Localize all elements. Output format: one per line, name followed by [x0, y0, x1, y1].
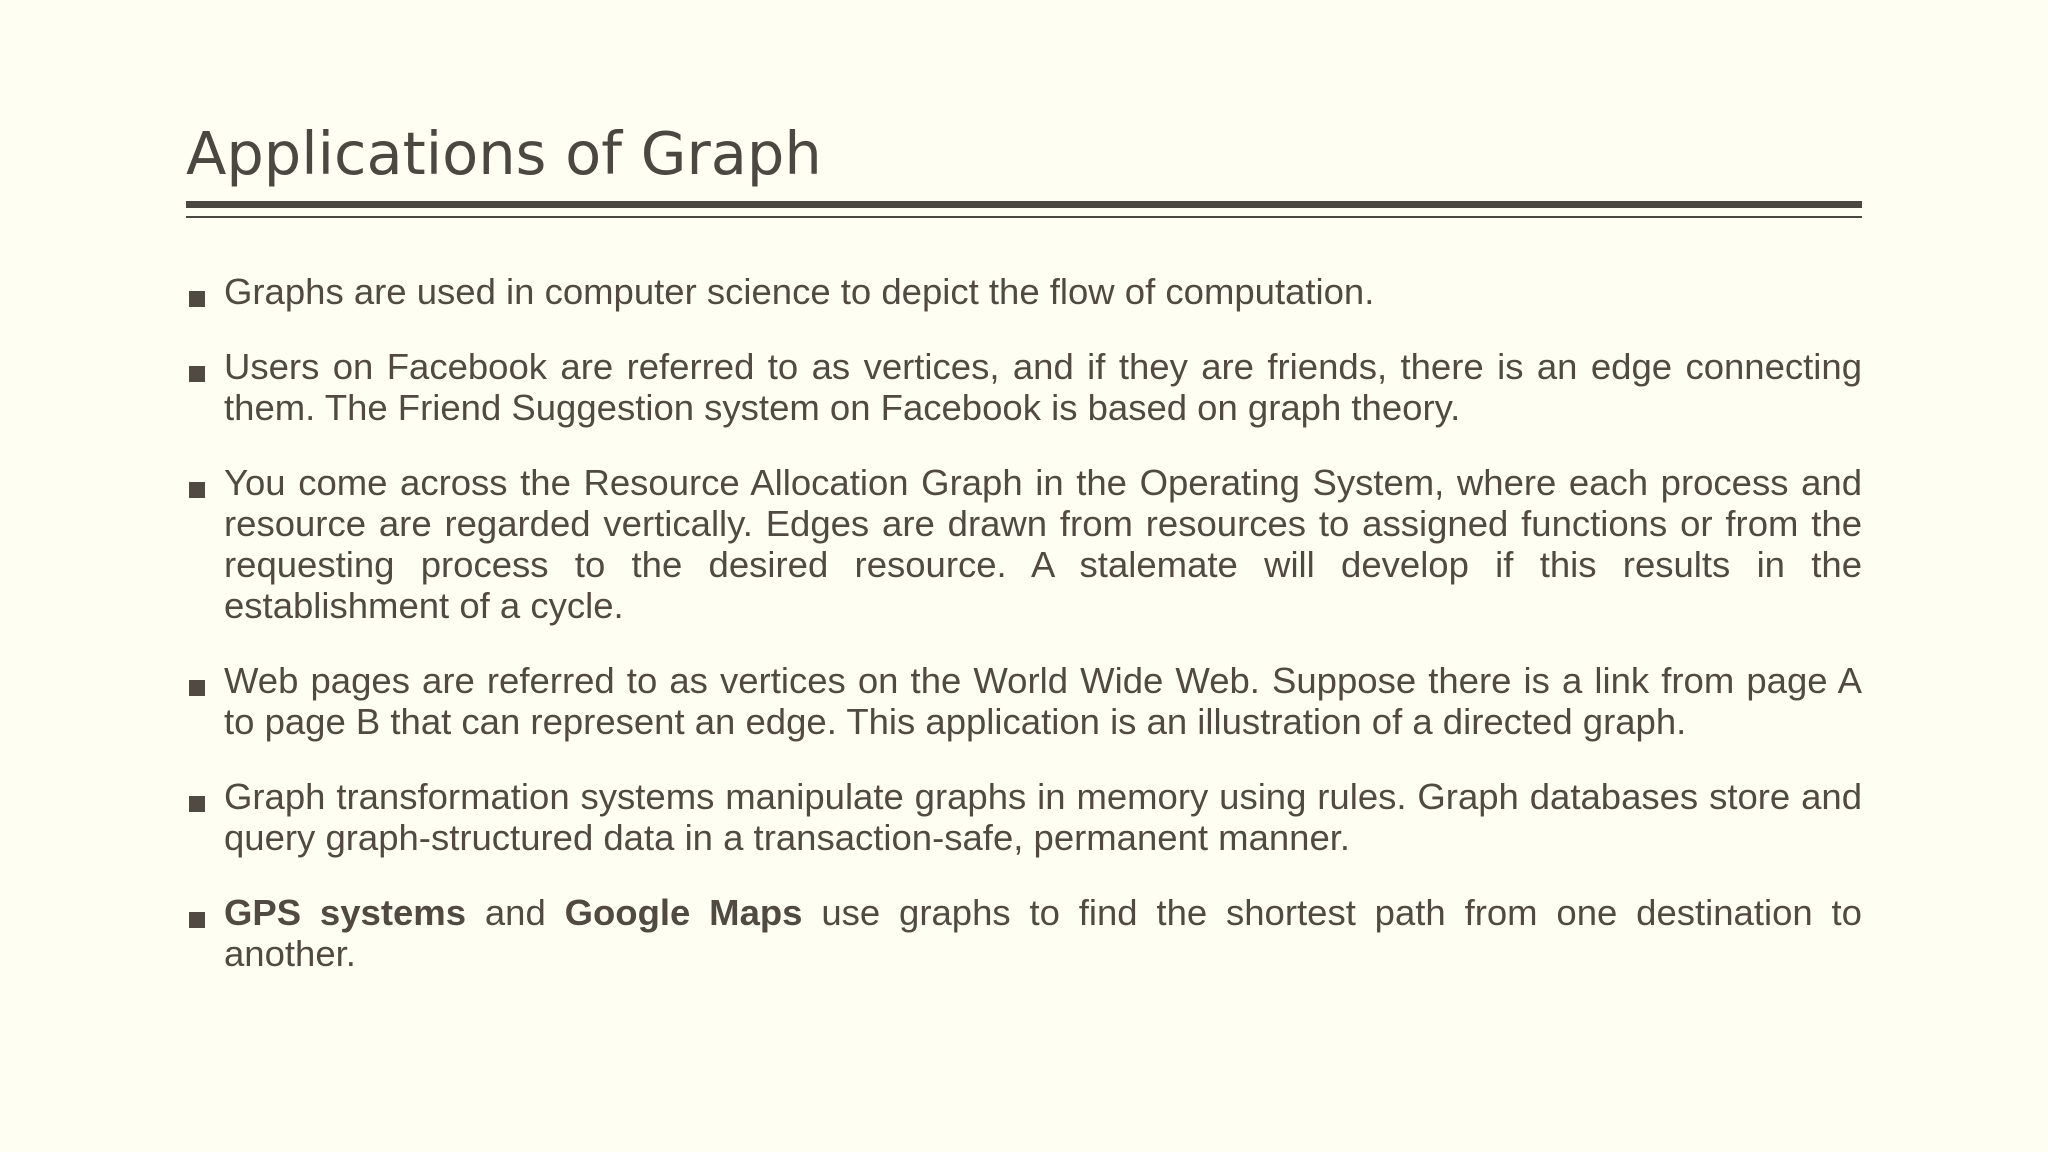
square-bullet-icon	[189, 796, 205, 812]
square-bullet-icon	[189, 680, 205, 696]
slide-title: Applications of Graph	[186, 119, 822, 188]
bullet-text: Graphs are used in computer science to depict the flow of computation.	[224, 271, 1375, 312]
square-bullet-icon	[189, 291, 205, 307]
bullet-item	[186, 776, 1862, 858]
bullet-bold-gps: GPS systems	[224, 892, 467, 933]
square-bullet-icon	[189, 366, 205, 382]
bullet-text: use graphs to find the shortest path from one destination to another.	[224, 892, 1862, 974]
bullet-bold-google-maps: Google Maps	[564, 892, 803, 933]
bullet-text: Web pages are referred to as vertices on the World Wide Web. Suppose there is a link from page A to page B that can represent an edge. This application is an illustration of a directed graph.	[224, 660, 1862, 742]
bullet-item	[186, 462, 1862, 626]
bullet-item	[186, 892, 1862, 974]
title-underline-thick	[186, 201, 1862, 208]
bullet-item	[186, 660, 1862, 742]
bullet-list	[186, 271, 1862, 974]
square-bullet-icon	[189, 482, 205, 498]
bullet-item	[186, 346, 1862, 428]
bullet-text: Graph transformation systems manipulate graphs in memory using rules. Graph databases store and query graph-structured data in a transaction-safe, permanent manner.	[224, 776, 1862, 858]
bullet-text: and	[466, 892, 565, 933]
bullet-item	[186, 271, 1862, 312]
square-bullet-icon	[189, 912, 205, 928]
title-underline-thin	[186, 216, 1862, 218]
bullet-text: You come across the Resource Allocation Graph in the Operating System, where each process and resource are regarded vertically. Edges are drawn from resources to assigned functions or from the requesting process to the desired resource. A stalemate will develop if this results in the establishment of a cycle.	[224, 462, 1862, 626]
bullet-text: Users on Facebook are referred to as vertices, and if they are friends, there is an edge connecting them. The Friend Suggestion system on Facebook is based on graph theory.	[224, 346, 1862, 428]
